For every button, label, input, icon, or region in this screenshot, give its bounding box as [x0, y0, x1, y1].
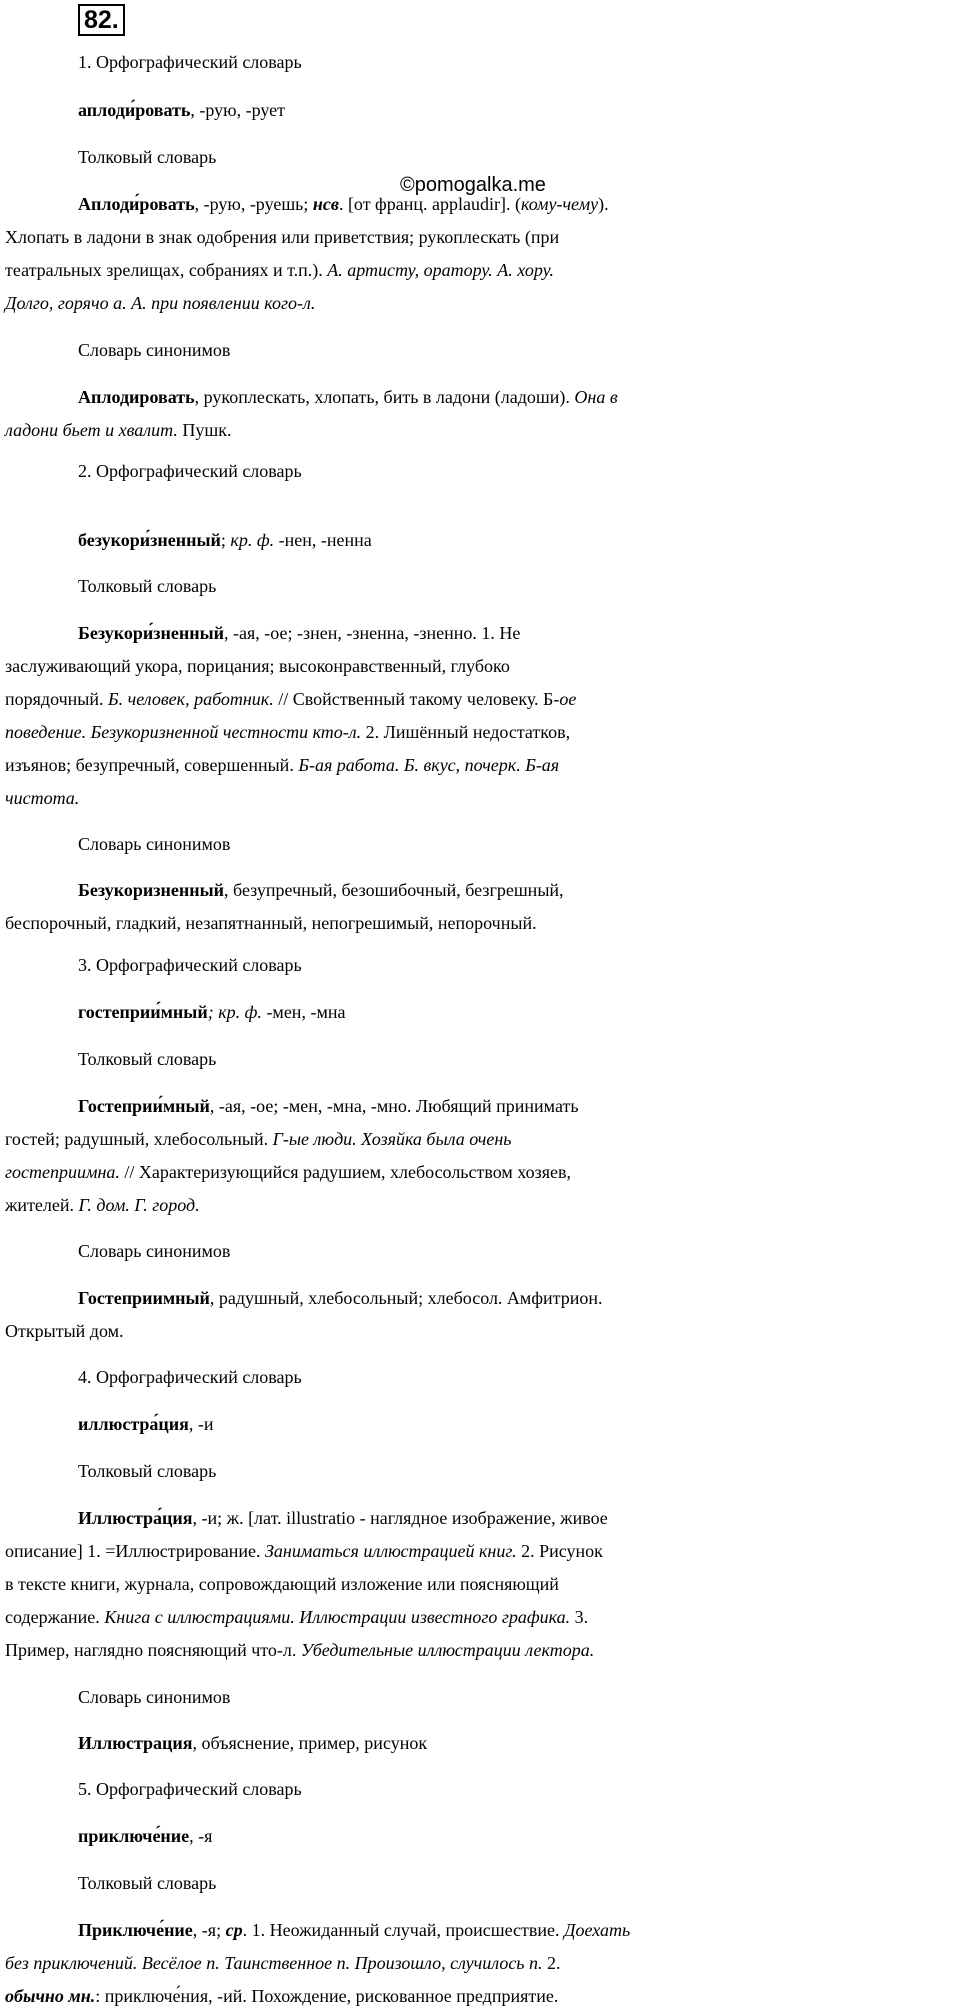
definition-line: [0, 1189, 960, 1222]
italic-run: кр. ф.: [230, 530, 275, 550]
exercise-number-box: 82.: [78, 4, 125, 36]
text-run: // Характеризующийся радушием, хлебосольством хозяев,: [119, 1162, 571, 1182]
italic-run: гостеприимна.: [5, 1162, 120, 1182]
section-5-heading: [0, 1773, 960, 1806]
definition-line: [0, 254, 960, 287]
bold-run: Гостеприимный: [78, 1288, 210, 1308]
text-run: Словарь синонимов: [78, 1241, 231, 1261]
italic-run: Книга с иллюстрациями. Иллюстрации известного графика.: [104, 1607, 571, 1627]
dictionary-heading: [0, 570, 960, 603]
synonyms-line: [0, 1282, 960, 1315]
definition-line: [0, 221, 960, 254]
italic-run: Доехать: [564, 1920, 631, 1940]
text-run: , объяснение, пример, рисунок: [192, 1733, 428, 1753]
text-run: описание] 1. =Иллюстрирование.: [5, 1541, 265, 1561]
text-run: : приключе́ния, -ий. Похождение, рискованное предприятие.: [95, 1986, 559, 2006]
definition-line: [0, 188, 960, 221]
synonyms-heading: [0, 828, 960, 861]
section-1-heading: [0, 46, 960, 79]
text-run: содержание.: [5, 1607, 105, 1627]
italic-run: Долго, горячо а. А. при появлении кого-л.: [5, 293, 316, 313]
text-run: в тексте книги, журнала, сопровождающий изложение или поясняющий: [5, 1574, 559, 1594]
definition-line: [0, 1090, 960, 1123]
text-run: , -ая, -ое; -мен, -мна, -мно. Любящий принимать: [209, 1096, 579, 1116]
text-run: Толковый словарь: [78, 147, 217, 167]
definition-line: [0, 1535, 960, 1568]
text-run: 2. Рисунок: [516, 1541, 603, 1561]
dictionary-heading: [0, 1043, 960, 1076]
text-run: // Свойственный такому человеку. Б-: [273, 689, 560, 709]
bold-run: Аплодировать: [78, 387, 195, 407]
dictionary-heading: [0, 141, 960, 174]
synonyms-line: [0, 1727, 960, 1760]
definition-line: [0, 1980, 960, 2013]
text-run: жителей.: [5, 1195, 79, 1215]
bold-run: аплоди́ровать: [78, 100, 191, 120]
definition-line: [0, 1156, 960, 1189]
italic-run: ое: [559, 689, 577, 709]
definition-line: [0, 716, 960, 749]
dictionary-heading: [0, 1867, 960, 1900]
definition-line: [0, 1914, 960, 1947]
exercise-number: [78, 4, 125, 36]
text-run: , -я: [189, 1826, 213, 1846]
spelling-entry: [0, 524, 960, 557]
italic-run: кому-чему: [520, 194, 599, 214]
section-4-heading: [0, 1361, 960, 1394]
text-run: гостей; радушный, хлебосольный.: [5, 1129, 273, 1149]
synonyms-line: [0, 414, 960, 447]
definition-line: [0, 1123, 960, 1156]
section-3-heading: [0, 949, 960, 982]
bold-run: Иллюстра́ция: [78, 1508, 193, 1528]
spelling-entry: [0, 1408, 960, 1441]
bold-run: Приключе́ние: [78, 1920, 193, 1940]
text-run: Словарь синонимов: [78, 340, 231, 360]
text-run: -нен, -ненна: [274, 530, 372, 550]
italic-run: Г. дом. Г. город.: [78, 1195, 200, 1215]
text-run: Толковый словарь: [78, 1461, 217, 1481]
italic-run: Б-ая работа. Б. вкус, почерк. Б-ая: [298, 755, 560, 775]
definition-line: [0, 1634, 960, 1667]
bold-run: Гостеприи́мный: [78, 1096, 210, 1116]
definition-line: [0, 749, 960, 782]
definition-line: [0, 1502, 960, 1535]
bold-run: Безукори́зненный: [78, 623, 225, 643]
text-run: 3. Орфографический словарь: [78, 955, 302, 975]
text-run: , -ая, -ое; -знен, -зненна, -зненно. 1. Не: [224, 623, 521, 643]
text-run: 2. Лишённый недостатков,: [361, 722, 571, 742]
italic-run: ; кр. ф.: [207, 1002, 262, 1022]
text-run: 5. Орфографический словарь: [78, 1779, 302, 1799]
text-run: Толковый словарь: [78, 1049, 217, 1069]
spelling-entry: [0, 94, 960, 127]
text-run: Толковый словарь: [78, 576, 217, 596]
spelling-entry: [0, 1820, 960, 1853]
text-run: , -рую, -рует: [190, 100, 285, 120]
text-run: театральных зрелищах, собраниях и т.п.).: [5, 260, 328, 280]
synonyms-line: [0, 1315, 960, 1348]
text-run: , -и; ж. [лат. illustratio - наглядное изображение, живое: [192, 1508, 608, 1528]
italic-run: без приключений. Весёлое п. Таинственное п. Произошло, случилось п.: [5, 1953, 543, 1973]
spelling-entry: [0, 996, 960, 1029]
text-run: 1. Орфографический словарь: [78, 52, 302, 72]
text-run: ;: [220, 530, 231, 550]
watermark: ©pomogalka.me: [400, 174, 546, 196]
text-run: 4. Орфографический словарь: [78, 1367, 302, 1387]
text-run: Словарь синонимов: [78, 834, 231, 854]
text-run: изъянов; безупречный, совершенный.: [5, 755, 299, 775]
text-run: Словарь синонимов: [78, 1687, 231, 1707]
synonyms-heading: [0, 1235, 960, 1268]
bold-run: нсв: [312, 194, 339, 214]
text-run: порядочный.: [5, 689, 109, 709]
italic-run: Убедительные иллюстрации лектора.: [300, 1640, 595, 1660]
bold-run: приключе́ние: [78, 1826, 190, 1846]
definition-line: [0, 1947, 960, 1980]
bold-run: Иллюстрация: [78, 1733, 193, 1753]
synonyms-heading: [0, 334, 960, 367]
synonyms-line: [0, 907, 960, 940]
italic-run: ладони бьет и хвалит.: [5, 420, 178, 440]
italic-run: Она в: [574, 387, 618, 407]
italic-run: чистота.: [5, 788, 80, 808]
text-run: . 1. Неожиданный случай, происшествие.: [242, 1920, 565, 1940]
definition-line: [0, 617, 960, 650]
text-run: , -рую, -руешь;: [194, 194, 313, 214]
text-run: , безупречный, безошибочный, безгрешный,: [224, 880, 564, 900]
text-run: , -я;: [192, 1920, 226, 1940]
text-run: 3.: [570, 1607, 589, 1627]
text-run: ).: [598, 194, 609, 214]
definition-line: [0, 782, 960, 815]
italic-run: А. артисту, оратору. А. хору.: [327, 260, 554, 280]
text-run: Толковый словарь: [78, 1873, 217, 1893]
definition-line: [0, 683, 960, 716]
synonyms-line: [0, 381, 960, 414]
text-run: заслуживающий укора, порицания; высоконравственный, глубоко: [5, 656, 510, 676]
bold-run: обычно мн.: [5, 1986, 96, 2006]
bold-run: безукори́зненный: [78, 530, 221, 550]
section-2-heading: [0, 455, 960, 488]
definition-line: [0, 1601, 960, 1634]
italic-run: поведение. Безукоризненной честности кто-л.: [5, 722, 362, 742]
text-run: , радушный, хлебосольный; хлебосол. Амфитрион.: [209, 1288, 603, 1308]
definition-line: [0, 1568, 960, 1601]
dictionary-heading: [0, 1455, 960, 1488]
bold-run: иллюстра́ция: [78, 1414, 189, 1434]
bold-run: ср: [225, 1920, 243, 1940]
text-run: Открытый дом.: [5, 1321, 124, 1341]
bold-run: Безукоризненный: [78, 880, 225, 900]
synonyms-heading: [0, 1681, 960, 1714]
definition-line: [0, 287, 960, 320]
text-run: 2.: [542, 1953, 561, 1973]
italic-run: Г-ые люди. Хозяйка была очень: [272, 1129, 512, 1149]
text-run: Пример, наглядно поясняющий что-л.: [5, 1640, 301, 1660]
synonyms-line: [0, 874, 960, 907]
text-run: , рукоплескать, хлопать, бить в ладони (ладоши).: [194, 387, 575, 407]
bold-run: гостеприи́мный: [78, 1002, 208, 1022]
definition-line: [0, 650, 960, 683]
text-run: , -и: [188, 1414, 214, 1434]
bold-run: Аплоди́ровать: [78, 194, 195, 214]
text-run: -мен, -мна: [261, 1002, 346, 1022]
italic-run: Заниматься иллюстрацией книг.: [265, 1541, 517, 1561]
text-run: 2. Орфографический словарь: [78, 461, 302, 481]
text-run: Хлопать в ладони в знак одобрения или приветствия; рукоплескать (при: [5, 227, 560, 247]
text-run: беспорочный, гладкий, незапятнанный, непогрешимый, непорочный.: [5, 913, 537, 933]
text-run: . [от франц. applaudir]. (: [338, 194, 521, 214]
text-run: Пушк.: [177, 420, 232, 440]
italic-run: Б. человек, работник.: [108, 689, 274, 709]
